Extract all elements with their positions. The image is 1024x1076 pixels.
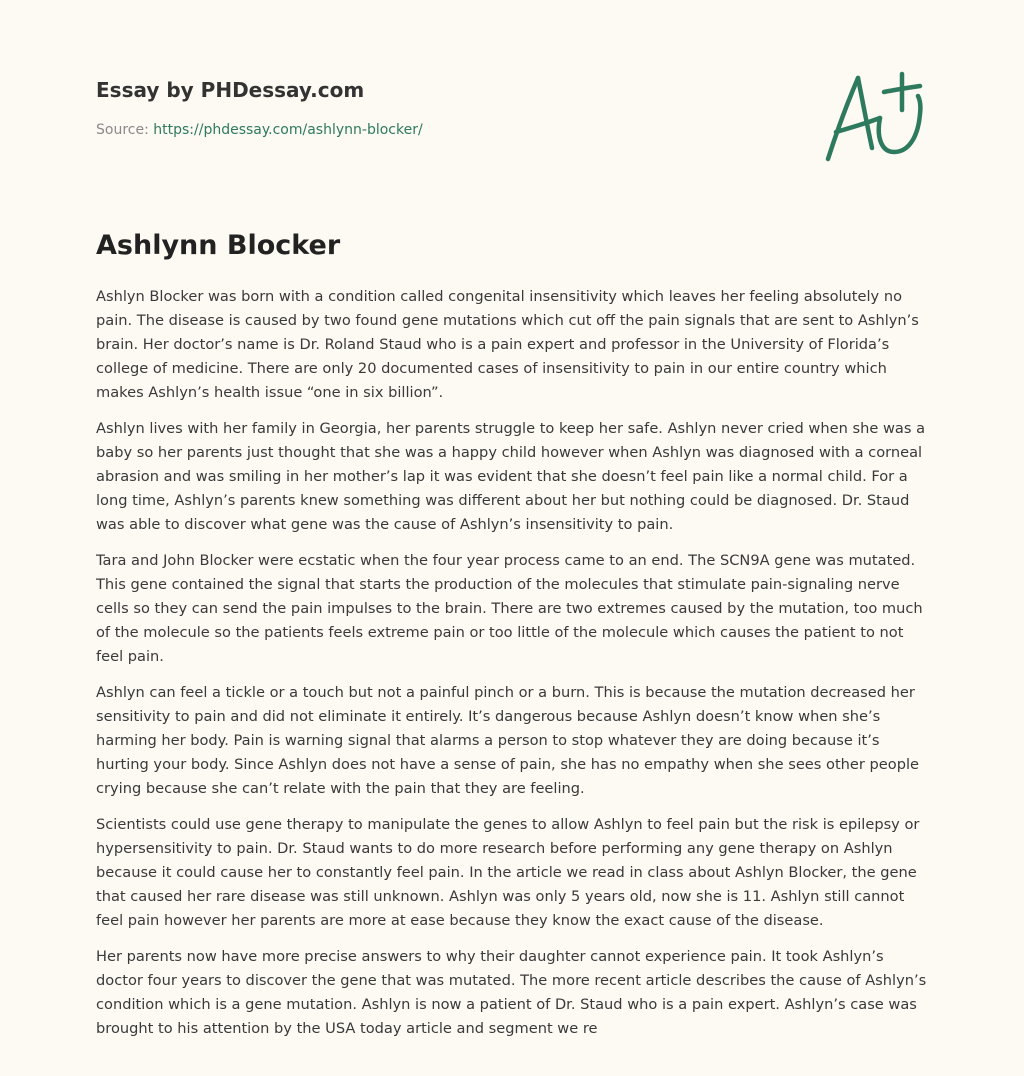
essay-paragraph: Scientists could use gene therapy to manipulate the genes to allow Ashlyn to feel pain but the risk is epilepsy or hypersensitivity to pain. Dr. Staud wants to do more research before performing any gene therapy on Ashlyn because it could cause her to constantly feel pain. In the article we read in class about Ashlyn Blocker, the gene that caused her rare disease was still unknown. Ashlyn was only 5 years old, now she is 11. Ashlyn still cannot feel pain however her parents are more at ease because they know the exact cause of the disease.	[96, 816, 920, 929]
source-label: Source:	[96, 122, 149, 138]
essay-paragraph: Ashlyn lives with her family in Georgia, her parents struggle to keep her safe. Ashlyn never cried when she was a baby so her parents just thought that she was a happy child however when Ashlyn was diagnosed with a corneal abrasion and was smiling in her mother’s lap it was evident that she doesn’t feel pain like a normal child. For a long time, Ashlyn’s parents knew something was different about her but nothing could be diagnosed. Dr. Staud was able to discover what gene was the cause of Ashlyn’s insensitivity to pain.	[96, 420, 926, 533]
source-link[interactable]: https://phdessay.com/ashlynn-blocker/	[153, 122, 423, 138]
essay-body	[96, 285, 930, 1071]
page-header	[96, 76, 736, 140]
a-plus-grade-icon	[822, 68, 928, 166]
site-title: Essay by PHDessay.com	[96, 78, 365, 102]
essay-paragraph: Ashlyn can feel a tickle or a touch but not a painful pinch or a burn. This is because the mutation decreased her sensitivity to pain and did not eliminate it entirely. It’s dangerous because Ashlyn doesn’t know when she’s harming her body. Pain is warning signal that alarms a person to stop whatever they are doing because it’s hurting your body. Since Ashlyn does not have a sense of pain, she has no empathy when she sees other people crying because she can’t relate with the pain that they are feeling.	[96, 684, 919, 797]
essay-paragraph: Tara and John Blocker were ecstatic when the four year process came to an end. The SCN9A gene was mutated. This gene contained the signal that starts the production of the molecules that stimulate pain-signaling nerve cells so they can send the pain impulses to the brain. There are two extremes caused by the mutation, too much of the molecule so the patients feels extreme pain or too little of the molecule which causes the patient to not feel pain.	[96, 552, 923, 665]
essay-paragraph: Her parents now have more precise answers to why their daughter cannot experience pain. It took Ashlyn’s doctor four years to discover the gene that was mutated. The more recent article describes the cause of Ashlyn’s condition which is a gene mutation. Ashlyn is now a patient of Dr. Staud who is a pain expert. Ashlyn’s case was brought to his attention by the USA today article and segment we re	[96, 948, 927, 1037]
source-line	[96, 120, 736, 140]
essay-title: Ashlynn Blocker	[96, 230, 341, 261]
essay-paragraph: Ashlyn Blocker was born with a condition called congenital insensitivity which leaves her feeling absolutely no pain. The disease is caused by two found gene mutations which cut off the pain signals that are sent to Ashlyn’s brain. Her doctor’s name is Dr. Roland Staud who is a pain expert and professor in the University of Florida’s college of medicine. There are only 20 documented cases of insensitivity to pain in our entire country which makes Ashlyn’s health issue “one in six billion”.	[96, 288, 919, 401]
